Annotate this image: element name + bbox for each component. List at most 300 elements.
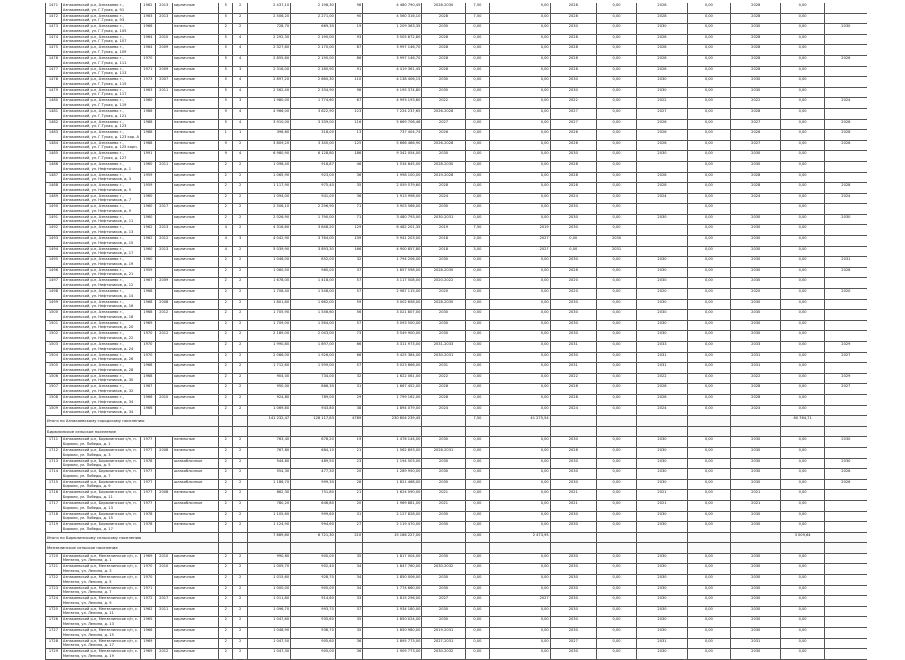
cell-b: 2030 bbox=[550, 480, 596, 490]
cell-c: 0,00 bbox=[596, 384, 636, 394]
cell-rate: 0,00 bbox=[465, 564, 490, 574]
cell-period: 2027 bbox=[421, 120, 464, 130]
cell-d: 2030 bbox=[636, 437, 686, 447]
cell-no: 1726 bbox=[45, 617, 61, 627]
cell-e: 0,00 bbox=[687, 353, 730, 363]
cell-cost: 2 127 828,00 bbox=[362, 512, 421, 522]
cell-rep bbox=[155, 617, 172, 627]
cell-area1: 1 094,00 bbox=[247, 194, 290, 204]
cell-addr: Азнакаевский р-н, Азнакаево г., Азнакаевский, ул. Нефтяников, д. 11 bbox=[61, 215, 140, 225]
cell-ent bbox=[232, 427, 246, 437]
cell-area2: 1 564,00 bbox=[290, 321, 335, 331]
cell-h: 2024 bbox=[824, 194, 867, 204]
cell-c: 0,00 bbox=[596, 596, 636, 606]
cell-pop: 23 bbox=[335, 459, 362, 469]
cell-area1: 1 011,80 bbox=[247, 596, 290, 606]
cell-wall: кирпичные bbox=[172, 67, 218, 77]
cell-no: 1477 bbox=[45, 67, 61, 77]
cell-d: 2028 bbox=[636, 56, 686, 66]
cell-pop: 98 bbox=[335, 3, 362, 13]
cell-ent: 4 bbox=[232, 120, 246, 130]
cell-rep bbox=[155, 173, 172, 183]
cell-rate: 0,00 bbox=[465, 321, 490, 331]
cell-year: 1962 bbox=[140, 236, 154, 246]
cell-pop: 36 bbox=[335, 649, 362, 659]
cell-d: 2030 bbox=[636, 522, 686, 532]
cell-period: 2030 bbox=[421, 469, 464, 479]
cell-pop: 166 bbox=[335, 247, 362, 257]
cell-d bbox=[636, 543, 686, 553]
cell-rep bbox=[155, 639, 172, 649]
cell-rate: 0,00 bbox=[465, 617, 490, 627]
cell-ent bbox=[232, 416, 246, 426]
cell-rep: 2012 bbox=[155, 331, 172, 341]
cell-g: 0,00 bbox=[780, 300, 823, 310]
cell-rate: 0,00 bbox=[465, 395, 490, 405]
table-row bbox=[45, 575, 867, 586]
table-row bbox=[45, 14, 867, 25]
cell-wall: панельные bbox=[172, 151, 218, 161]
cell-fl: 2 bbox=[218, 628, 232, 638]
cell-period: 2030-2032 bbox=[421, 564, 464, 574]
cell-c: 0,00 bbox=[596, 67, 636, 77]
cell-wall: шлакоблочные bbox=[172, 469, 218, 479]
cell-cost: 1 622 061,00 bbox=[362, 374, 421, 384]
cell-fl: 5 bbox=[218, 35, 232, 45]
cell-a: 0,00 bbox=[489, 88, 550, 98]
cell-addr: Азнакаевский р-н, Азнакаево г., Азнакаевский, ул. Г.Тукая, д. 121 bbox=[61, 109, 140, 119]
cell-fl: 5 bbox=[218, 98, 232, 108]
cell-c: 0,00 bbox=[596, 77, 636, 87]
cell-g: 0,00 bbox=[780, 564, 823, 574]
cell-period: 2030 bbox=[421, 586, 464, 596]
cell-fl: 2 bbox=[218, 480, 232, 490]
table-row bbox=[45, 215, 867, 226]
cell-cost: 1 998 100,00 bbox=[362, 173, 421, 183]
cell-h bbox=[824, 67, 867, 77]
cell-f: 2030 bbox=[730, 77, 780, 87]
cell-addr: Мензелинское сельское поселение bbox=[45, 543, 172, 553]
cell-f: 2028 bbox=[730, 183, 780, 193]
cell-rep bbox=[155, 321, 172, 331]
cell-c: 0,00 bbox=[596, 3, 636, 13]
cell-d: 2030 bbox=[636, 448, 686, 458]
cell-cost: 1 847 760,00 bbox=[362, 564, 421, 574]
cell-ent: 2 bbox=[232, 554, 246, 564]
cell-f: 2030 bbox=[730, 215, 780, 225]
cell-year: 1968 bbox=[140, 374, 154, 384]
cell-c: 0,00 bbox=[596, 56, 636, 66]
cell-ent: 3 bbox=[232, 67, 246, 77]
table-row bbox=[45, 512, 867, 523]
cell-area1: 2 327,60 bbox=[247, 45, 290, 55]
cell-rate: 0,00 bbox=[465, 374, 490, 384]
cell-b: 2030 bbox=[550, 437, 596, 447]
cell-e: 0,00 bbox=[687, 575, 730, 585]
cell-c: 0,00 bbox=[596, 45, 636, 55]
cell-f: 2027 bbox=[730, 120, 780, 130]
cell-cost: 1 774 660,00 bbox=[362, 586, 421, 596]
cell-cost: 5 669 706,46 bbox=[362, 120, 421, 130]
cell-pop: 38 bbox=[335, 406, 362, 416]
cell-g: 0,00 bbox=[780, 45, 823, 55]
cell-area2: 2 660,30 bbox=[290, 77, 335, 87]
table-row bbox=[45, 247, 867, 258]
cell-area2: 646,80 bbox=[290, 501, 335, 511]
cell-rate: 0,00 bbox=[465, 268, 490, 278]
cell-wall: кирпичные bbox=[172, 45, 218, 55]
cell-area1: 544,60 bbox=[247, 459, 290, 469]
cell-year: 1966 bbox=[140, 395, 154, 405]
cell-no: 1506 bbox=[45, 374, 61, 384]
cell-wall: панельные bbox=[172, 109, 218, 119]
cell-c: 0,00 bbox=[596, 215, 636, 225]
table-row bbox=[45, 109, 867, 120]
cell-year: 1978 bbox=[140, 459, 154, 469]
cell-e: 0,00 bbox=[687, 522, 730, 532]
cell-rate: 0,00 bbox=[465, 289, 490, 299]
cell-pop: 35 bbox=[335, 617, 362, 627]
cell-wall: кирпичные bbox=[172, 14, 218, 24]
cell-ent: 2 bbox=[232, 649, 246, 659]
table-row bbox=[45, 554, 867, 565]
cell-f: 2030 bbox=[730, 236, 780, 246]
cell-no: 1712 bbox=[45, 448, 61, 458]
cell-fl: 2 bbox=[218, 607, 232, 617]
cell-f: 2024 bbox=[730, 194, 780, 204]
cell-no: 1714 bbox=[45, 469, 61, 479]
cell-area2: 128 117,83 bbox=[290, 416, 335, 426]
cell-h bbox=[824, 14, 867, 24]
cell-period: 2028 bbox=[421, 183, 464, 193]
cell-h bbox=[824, 88, 867, 98]
cell-d: 2030 bbox=[636, 586, 686, 596]
cell-area1: 2 562,40 bbox=[247, 88, 290, 98]
cell-b bbox=[550, 416, 596, 426]
cell-year: 1977 bbox=[140, 480, 154, 490]
cell-rate: 2,00 bbox=[465, 236, 490, 246]
cell-g: 0,00 bbox=[780, 310, 823, 320]
cell-a: 2027 bbox=[489, 247, 550, 257]
cell-c: 0,00 bbox=[596, 649, 636, 659]
cell-f: 2028 bbox=[730, 173, 780, 183]
cell-no: 1724 bbox=[45, 596, 61, 606]
cell-period: 2028 bbox=[421, 67, 464, 77]
cell-h bbox=[824, 512, 867, 522]
cell-addr: Азнакаевский р-н, Азнакаево г., Азнакаевский, ул. Г.Тукая, д. 123 bbox=[61, 120, 140, 130]
cell-fl: 4 bbox=[218, 236, 232, 246]
cell-pop: 56 bbox=[335, 310, 362, 320]
cell-rate: 0,00 bbox=[465, 56, 490, 66]
cell-a: 0,00 bbox=[489, 67, 550, 77]
cell-f: 2020 bbox=[730, 289, 780, 299]
cell-year: 1966 bbox=[140, 24, 154, 34]
cell-rate: 0,00 bbox=[465, 469, 490, 479]
cell-f: 2033 bbox=[730, 342, 780, 352]
cell-fl: 2 bbox=[218, 448, 232, 458]
cell-f: 2028 bbox=[730, 35, 780, 45]
table-row bbox=[45, 183, 867, 194]
cell-a: 0,00 bbox=[489, 501, 550, 511]
cell-d: 2024 bbox=[636, 406, 686, 416]
cell-f: 2030 bbox=[730, 247, 780, 257]
cell-ent: 2 bbox=[232, 3, 246, 13]
cell-ent: 1 bbox=[232, 130, 246, 140]
cell-rate: 0,00 bbox=[465, 162, 490, 172]
cell-rep bbox=[155, 586, 172, 596]
table-row bbox=[45, 384, 867, 395]
cell-addr: Азнакаевский р-н, Азнакаево г., Азнакаевский, ул. Нефтяников, д. 3 bbox=[61, 173, 140, 183]
cell-addr: Азнакаевский р-н, Азнакаево г., Азнакаевский, ул. Нефтяников, д. 34 bbox=[61, 406, 140, 416]
cell-fl: 5 bbox=[218, 77, 232, 87]
cell-g: 0,00 bbox=[780, 109, 823, 119]
cell-wall: кирпичные bbox=[172, 35, 218, 45]
cell-fl: 2 bbox=[218, 204, 232, 214]
cell-area1: 1 124,90 bbox=[247, 522, 290, 532]
cell-year: 1971 bbox=[140, 586, 154, 596]
cell-ent: 2 bbox=[232, 501, 246, 511]
cell-year: 1970 bbox=[140, 564, 154, 574]
cell-pop: 125 bbox=[335, 141, 362, 151]
cell-area1: 728,70 bbox=[247, 24, 290, 34]
cell-area2: 916,87 bbox=[290, 162, 335, 172]
cell-addr: Азнакаевский р-н, Азнакаево г., Азнакаевский, ул. Нефтяников, д. 32 bbox=[61, 384, 140, 394]
cell-e: 0,00 bbox=[687, 406, 730, 416]
cell-wall: кирпичные bbox=[172, 268, 218, 278]
cell-c: 0,00 bbox=[596, 575, 636, 585]
cell-c: 0,00 bbox=[596, 204, 636, 214]
cell-year: 1973 bbox=[140, 77, 154, 87]
cell-area2: 2 043,00 bbox=[290, 331, 335, 341]
cell-a: 0,00 bbox=[489, 162, 550, 172]
cell-c: 0,00 bbox=[596, 363, 636, 373]
cell-e: 0,00 bbox=[687, 331, 730, 341]
cell-pop: 19 bbox=[335, 437, 362, 447]
cell-wall: шлакоблочные bbox=[172, 501, 218, 511]
cell-rate: 0,00 bbox=[465, 480, 490, 490]
table-row bbox=[45, 130, 867, 141]
cell-no: 1501 bbox=[45, 321, 61, 331]
cell-e: 0,00 bbox=[687, 109, 730, 119]
cell-rate: 0,00 bbox=[465, 437, 490, 447]
cell-g: 0,00 bbox=[780, 469, 823, 479]
cell-g: 0,00 bbox=[780, 480, 823, 490]
cell-e: 0,00 bbox=[687, 56, 730, 66]
cell-e: 0,00 bbox=[687, 24, 730, 34]
cell-year: 1970 bbox=[140, 342, 154, 352]
cell-fl: 2 bbox=[218, 194, 232, 204]
cell-b: 2028 bbox=[550, 35, 596, 45]
cell-addr: Азнакаевский р-н, Азнакаево г., Азнакаевский, ул. Нефтяников, д. 24 bbox=[61, 342, 140, 352]
cell-rep bbox=[155, 56, 172, 66]
cell-a: 2 473,95 bbox=[489, 533, 550, 543]
cell-rate: 0,00 bbox=[465, 257, 490, 267]
cell-pop: 67 bbox=[335, 98, 362, 108]
cell-g: 0,00 bbox=[780, 35, 823, 45]
cell-h bbox=[824, 564, 867, 574]
cell-b: 2028 bbox=[550, 56, 596, 66]
cell-fl bbox=[218, 416, 232, 426]
cell-h bbox=[824, 45, 867, 55]
cell-b: 2030 bbox=[550, 459, 596, 469]
cell-no: 1499 bbox=[45, 300, 61, 310]
cell-f: 2030 bbox=[730, 278, 780, 288]
cell-pop: 13 bbox=[335, 130, 362, 140]
cell-fl: 2 bbox=[218, 278, 232, 288]
cell-ent: 2 bbox=[232, 469, 246, 479]
cell-ent: 2 bbox=[232, 194, 246, 204]
cell-no: 1475 bbox=[45, 45, 61, 55]
cell-year: 1959 bbox=[140, 183, 154, 193]
cell-ent: 2 bbox=[232, 215, 246, 225]
cell-c: 0,00 bbox=[596, 98, 636, 108]
cell-ent bbox=[232, 543, 246, 553]
cell-rep: 2013 bbox=[155, 225, 172, 235]
cell-addr: Азнакаевский р-н, Азнакаево г., Азнакаевский, ул. Нефтяников, д. 14 bbox=[61, 289, 140, 299]
cell-period: 2030 bbox=[421, 522, 464, 532]
cell-addr: Итого по Азнакаевскому городскому поселению bbox=[45, 416, 172, 426]
cell-a: 0,00 bbox=[489, 406, 550, 416]
cell-area1: 1 678,00 bbox=[247, 278, 290, 288]
cell-e: 0,00 bbox=[687, 384, 730, 394]
cell-year: 1967 bbox=[140, 278, 154, 288]
cell-pop: 129 bbox=[335, 225, 362, 235]
cell-wall: кирпичные bbox=[172, 639, 218, 649]
cell-d: 2030 bbox=[636, 459, 686, 469]
cell-rate: 0,00 bbox=[465, 490, 490, 500]
cell-no: 1507 bbox=[45, 384, 61, 394]
cell-a: 0,00 bbox=[489, 437, 550, 447]
cell-wall: кирпичные bbox=[172, 607, 218, 617]
cell-c: 0,00 bbox=[596, 395, 636, 405]
cell-g: 0,00 bbox=[780, 141, 823, 151]
cell-f: 2030 bbox=[730, 24, 780, 34]
cell-f: 2028 bbox=[730, 45, 780, 55]
cell-area2: 999,60 bbox=[290, 512, 335, 522]
cell-cost: 1 289 950,00 bbox=[362, 469, 421, 479]
cell-e: 0,00 bbox=[687, 300, 730, 310]
cell-area1 bbox=[247, 427, 290, 437]
cell-period: 2028 bbox=[421, 384, 464, 394]
cell-area1: 2 292,30 bbox=[247, 35, 290, 45]
cell-e: 0,00 bbox=[687, 363, 730, 373]
cell-area1: 950,00 bbox=[247, 384, 290, 394]
cell-g: 0,00 bbox=[780, 522, 823, 532]
cell-fl: 2 bbox=[218, 554, 232, 564]
cell-area2: 2 271,00 bbox=[290, 14, 335, 24]
cell-cost: 4 138 406,15 bbox=[362, 77, 421, 87]
cell-rep: 2012 bbox=[155, 310, 172, 320]
cell-b: 2030 bbox=[550, 331, 596, 341]
cell-cost: 1 562 893,00 bbox=[362, 448, 421, 458]
cell-addr: Азнакаевский р-н, Азнакаево г., Азнакаевский, ул. Нефтяников, д. 19 bbox=[61, 257, 140, 267]
cell-pop: 37 bbox=[335, 607, 362, 617]
cell-area2: 318,00 bbox=[290, 130, 335, 140]
cell-no: 1492 bbox=[45, 225, 61, 235]
cell-rate bbox=[465, 543, 490, 553]
cell-area2: 1 774,60 bbox=[290, 98, 335, 108]
cell-b: 2027 bbox=[550, 109, 596, 119]
cell-year: 1972 bbox=[140, 596, 154, 606]
cell-area2: 684,10 bbox=[290, 448, 335, 458]
cell-rep bbox=[155, 151, 172, 161]
cell-rep: 2017 bbox=[155, 596, 172, 606]
cell-year: 1960 bbox=[140, 247, 154, 257]
cell-fl: 2 bbox=[218, 342, 232, 352]
cell-rate: 0,00 bbox=[465, 353, 490, 363]
table-row bbox=[45, 278, 867, 289]
cell-c: 0,00 bbox=[596, 480, 636, 490]
cell-h: 2028 bbox=[824, 268, 867, 278]
cell-b: 2030 bbox=[550, 617, 596, 627]
cell-f: 2031 bbox=[730, 353, 780, 363]
cell-ent: 2 bbox=[232, 173, 246, 183]
table-row bbox=[45, 406, 867, 417]
cell-d bbox=[636, 225, 686, 235]
cell-c: 0,00 bbox=[596, 321, 636, 331]
cell-period: 2028 bbox=[421, 56, 464, 66]
cell-d: 2030 bbox=[636, 88, 686, 98]
cell-rate: 0,00 bbox=[465, 88, 490, 98]
cell-no: 1482 bbox=[45, 120, 61, 130]
cell-c: 0,00 bbox=[596, 639, 636, 649]
cell-fl: 2 bbox=[218, 490, 232, 500]
cell-h bbox=[824, 109, 867, 119]
cell-c: 0,00 bbox=[596, 88, 636, 98]
cell-g: 0,00 bbox=[780, 607, 823, 617]
cell-year: 1991 bbox=[140, 151, 154, 161]
cell-d: 2021 bbox=[636, 501, 686, 511]
cell-g: 0,00 bbox=[780, 374, 823, 384]
cell-area1: 1 047,50 bbox=[247, 639, 290, 649]
cell-cost: 1 476 144,00 bbox=[362, 437, 421, 447]
cell-d: 2030 bbox=[636, 278, 686, 288]
cell-area2 bbox=[290, 427, 335, 437]
cell-a: 0,00 bbox=[489, 575, 550, 585]
cell-f: 2030 bbox=[730, 459, 780, 469]
cell-c: 0,00 bbox=[596, 24, 636, 34]
cell-b: 2030 bbox=[550, 596, 596, 606]
cell-no: 1722 bbox=[45, 575, 61, 585]
cell-cost: 1 895 773,00 bbox=[362, 639, 421, 649]
cell-cost: 1 934 180,00 bbox=[362, 607, 421, 617]
cell-area2: 3 622,90 bbox=[290, 109, 335, 119]
cell-a: 0,00 bbox=[489, 480, 550, 490]
cell-a: 0,00 bbox=[489, 300, 550, 310]
cell-wall: панельные bbox=[172, 24, 218, 34]
cell-fl: 2 bbox=[218, 564, 232, 574]
cell-c: 0,00 bbox=[596, 300, 636, 310]
cell-rep bbox=[155, 501, 172, 511]
cell-no: 1496 bbox=[45, 268, 61, 278]
cell-g: 0,00 bbox=[780, 448, 823, 458]
cell-pop: 90 bbox=[335, 14, 362, 24]
cell-a: 0,00 bbox=[489, 194, 550, 204]
table-row bbox=[45, 374, 867, 385]
cell-fl bbox=[218, 543, 232, 553]
table-row bbox=[45, 596, 867, 607]
cell-f: 2030 bbox=[730, 321, 780, 331]
cell-d: 2030 bbox=[636, 649, 686, 659]
cell-fl bbox=[218, 427, 232, 437]
cell-wall: шлакоблочные bbox=[172, 480, 218, 490]
cell-wall: кирпичные bbox=[172, 3, 218, 13]
cell-pop: 71 bbox=[335, 215, 362, 225]
cell-rep bbox=[155, 384, 172, 394]
cell-e: 0,00 bbox=[687, 342, 730, 352]
cell-addr: Азнакаевский р-н, Азнакаево г., Азнакаевский, ул. Г.Тукая, д. 115 bbox=[61, 77, 140, 87]
cell-year: 1977 bbox=[140, 469, 154, 479]
